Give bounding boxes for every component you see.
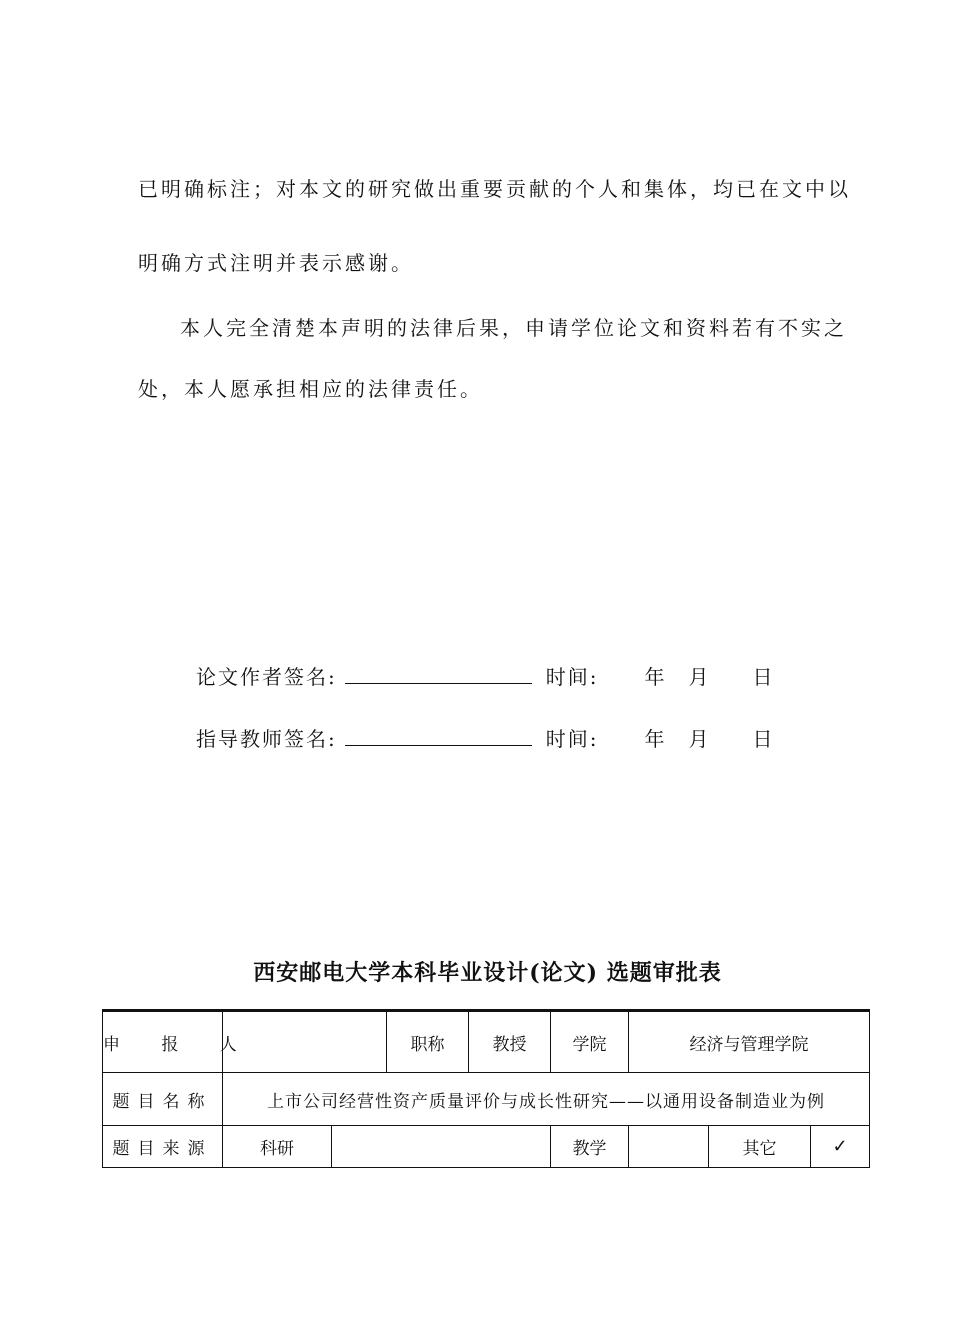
table-row-applicant bbox=[103, 1011, 870, 1073]
title-value[interactable]: 教授 bbox=[469, 1011, 551, 1073]
author-signature-row bbox=[196, 661, 775, 690]
source-label: 题目来源 bbox=[103, 1126, 223, 1168]
advisor-signature-row bbox=[196, 723, 775, 752]
college-value[interactable]: 经济与管理学院 bbox=[629, 1011, 870, 1073]
teaching-value[interactable] bbox=[629, 1126, 709, 1168]
research-label: 科研 bbox=[223, 1126, 332, 1168]
declaration-line-4: 处，本人愿承担相应的法律责任。 bbox=[138, 377, 483, 401]
advisor-day-label: 日 bbox=[752, 727, 775, 751]
advisor-signature-label: 指导教师签名: bbox=[196, 727, 337, 751]
author-time-label: 时间: bbox=[545, 665, 599, 689]
other-label: 其它 bbox=[709, 1126, 811, 1168]
title-label: 职称 bbox=[387, 1011, 469, 1073]
college-label: 学院 bbox=[551, 1011, 629, 1073]
table-row-source bbox=[103, 1126, 870, 1168]
teaching-label: 教学 bbox=[551, 1126, 629, 1168]
author-signature-line[interactable] bbox=[345, 663, 532, 684]
topic-value[interactable]: 上市公司经营性资产质量评价与成长性研究——以通用设备制造业为例 bbox=[223, 1073, 870, 1126]
advisor-time-label: 时间: bbox=[545, 727, 599, 751]
advisor-year-label: 年 bbox=[644, 727, 667, 751]
advisor-signature-line[interactable] bbox=[345, 725, 532, 746]
declaration-line-3: 本人完全清楚本声明的法律后果，申请学位论文和资料若有不实之 bbox=[180, 316, 847, 340]
form-title: 西安邮电大学本科毕业设计(论文) 选题审批表 bbox=[253, 960, 722, 986]
other-check-mark[interactable]: ✓ bbox=[811, 1126, 870, 1168]
author-month-label: 月 bbox=[688, 665, 711, 689]
author-year-label: 年 bbox=[644, 665, 667, 689]
applicant-label: 申 报 人 bbox=[103, 1011, 223, 1073]
declaration-line-2: 明确方式注明并表示感谢。 bbox=[138, 251, 414, 275]
research-value[interactable] bbox=[332, 1126, 551, 1168]
author-day-label: 日 bbox=[752, 665, 775, 689]
author-signature-label: 论文作者签名: bbox=[196, 665, 337, 689]
advisor-month-label: 月 bbox=[688, 727, 711, 751]
declaration-line-1: 已明确标注；对本文的研究做出重要贡献的个人和集体，均已在文中以 bbox=[138, 177, 851, 201]
topic-label: 题目名称 bbox=[103, 1073, 223, 1126]
approval-table bbox=[102, 1009, 870, 1168]
table-row-topic bbox=[103, 1073, 870, 1126]
